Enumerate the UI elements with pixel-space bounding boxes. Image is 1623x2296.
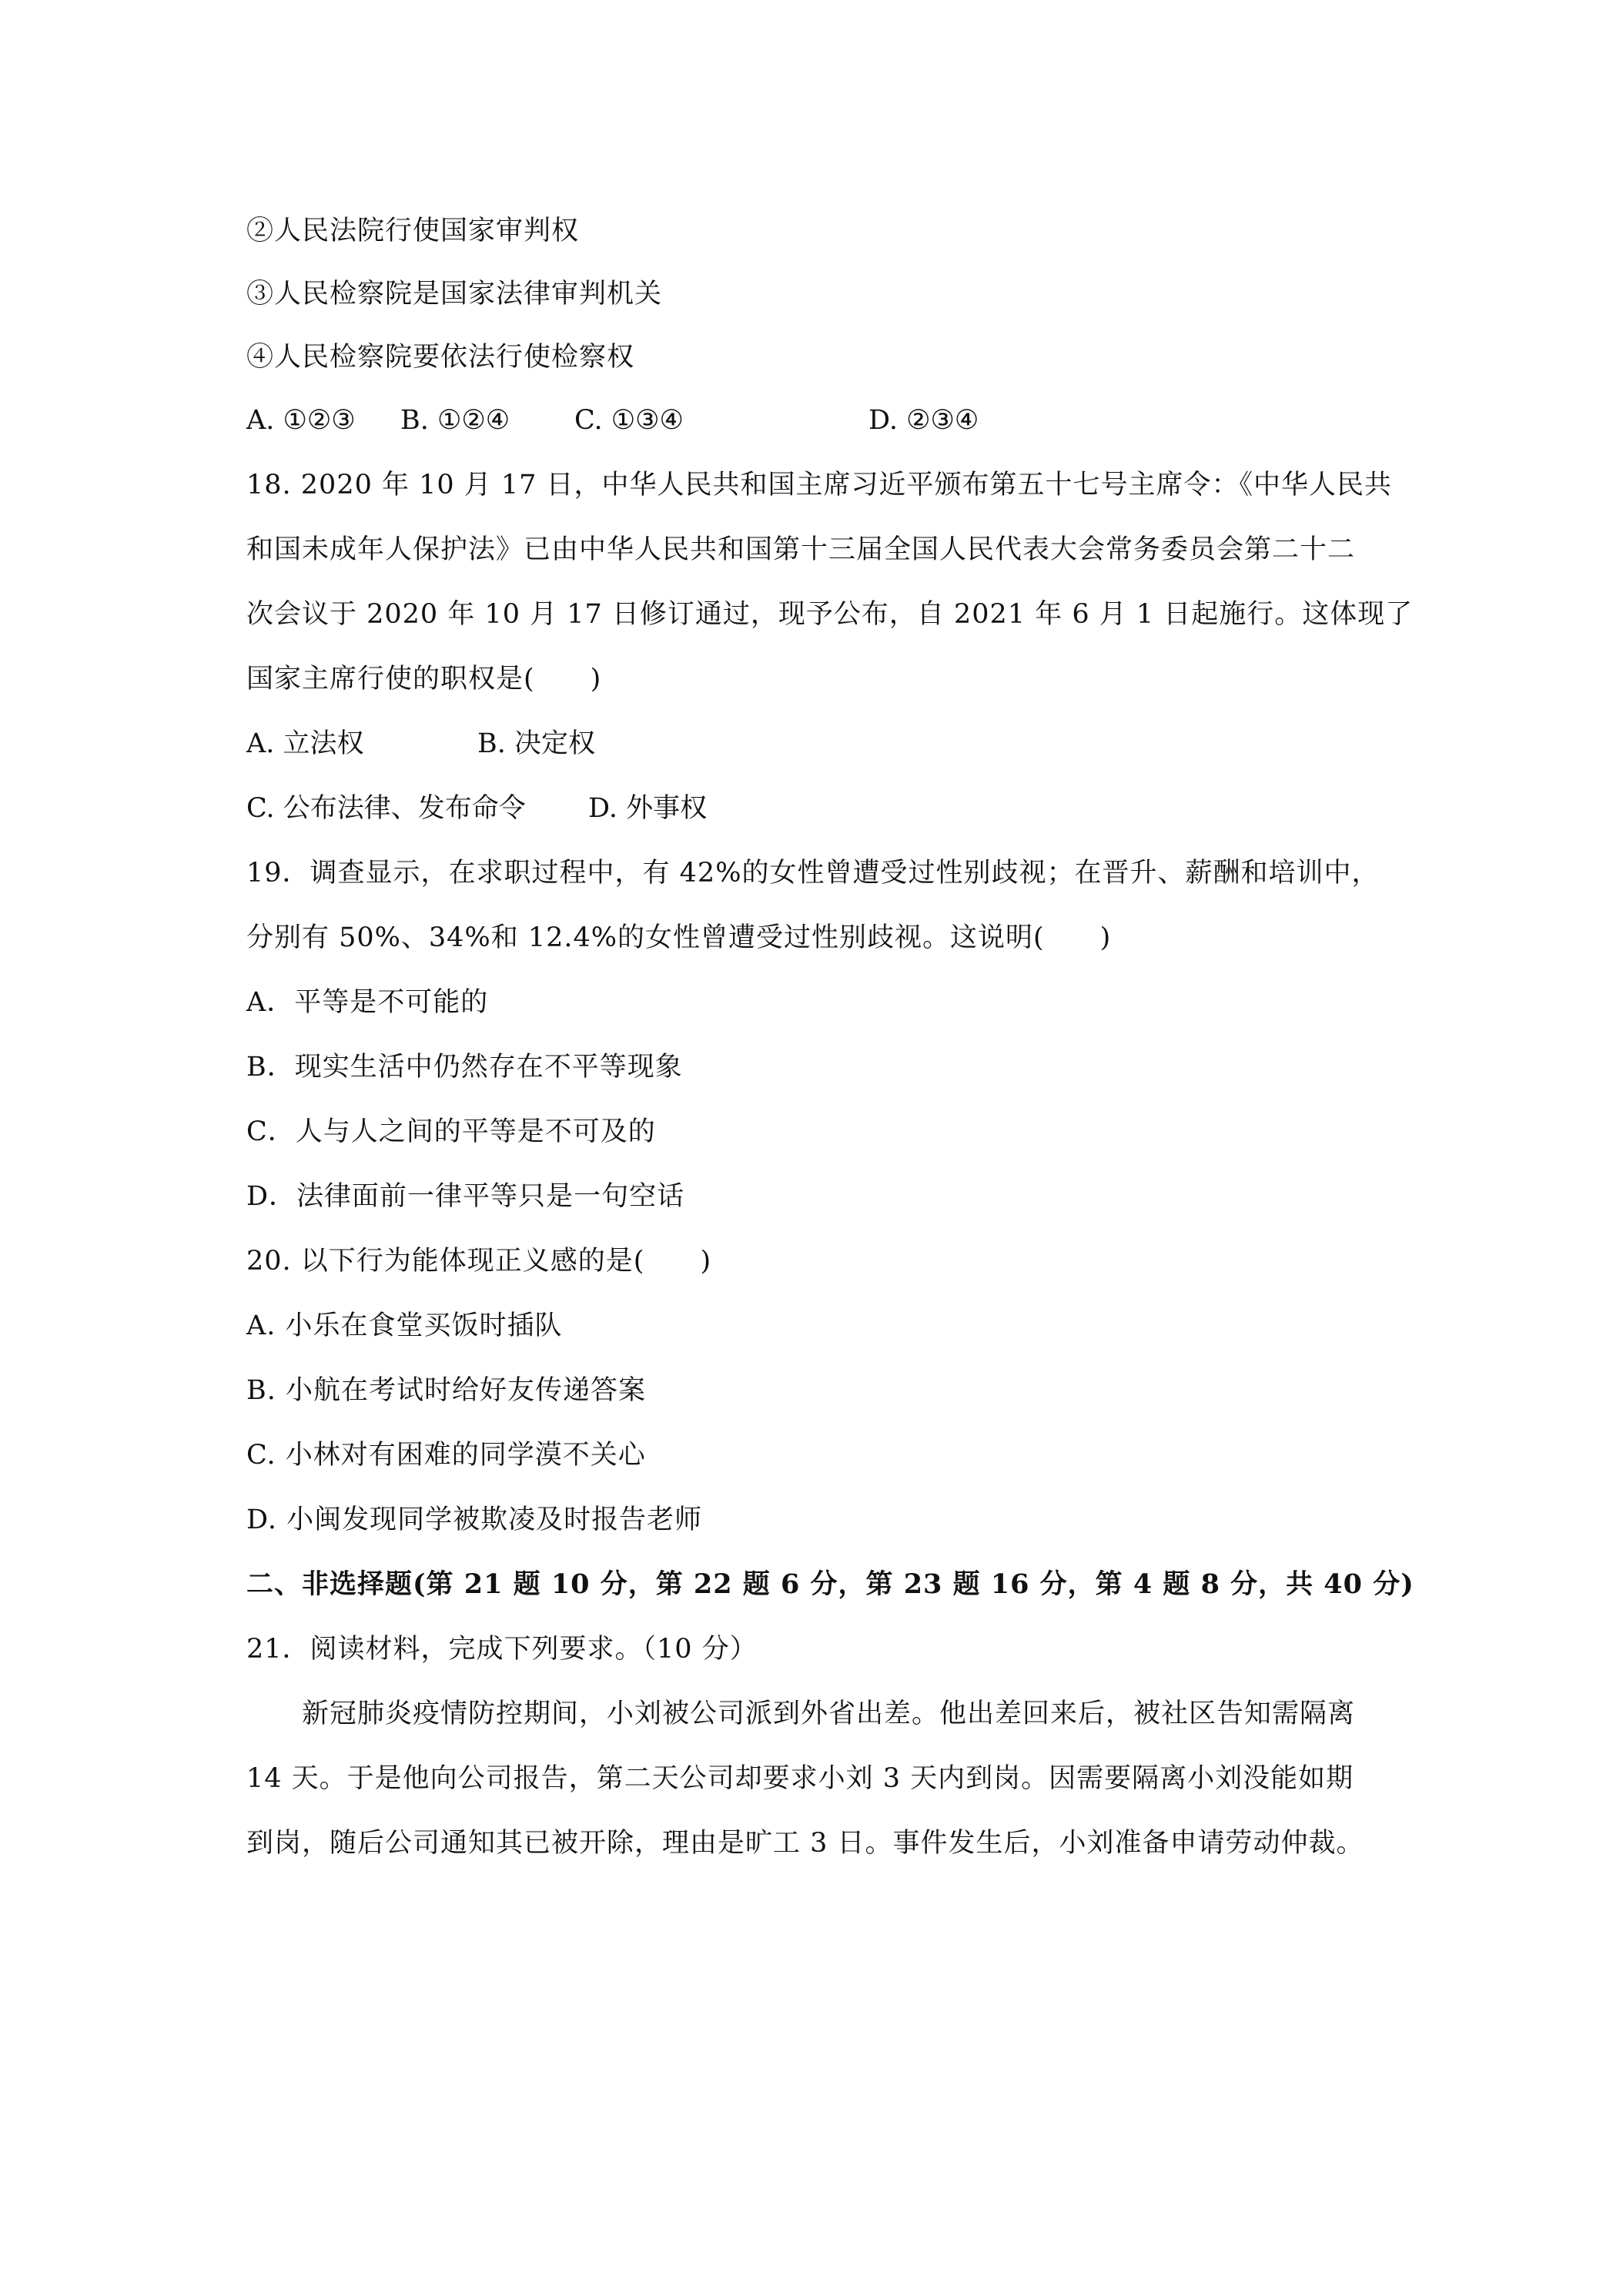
q19-line-1: 19．调查显示，在求职过程中，有 42%的女性曾遭受过性别歧视；在晋升、薪酬和培训中， (246, 858, 1380, 889)
q17-option-c: C. ①③④ (574, 405, 684, 436)
q20-option-a: A. 小乐在食堂买饭时插队 (246, 1310, 563, 1341)
q17-option-b: B. ①②④ (400, 405, 510, 436)
q20-line-1: 20. 以下行为能体现正义感的是( ) (246, 1246, 712, 1277)
q19-option-b: B．现实生活中仍然存在不平等现象 (246, 1052, 683, 1083)
q19-option-c: C．人与人之间的平等是不可及的 (246, 1116, 656, 1147)
q21-paragraph-line-2: 14 天。于是他向公司报告，第二天公司却要求小刘 3 天内到岗。因需要隔离小刘没能如期 (246, 1763, 1354, 1794)
q18-line-2: 和国未成年人保护法》已由中华人民共和国第十三届全国人民代表大会常务委员会第二十二 (246, 534, 1356, 565)
q19-option-a: A．平等是不可能的 (246, 987, 489, 1018)
q21-paragraph-line-3: 到岗，随后公司通知其已被开除，理由是旷工 3 日。事件发生后，小刘准备申请劳动仲裁。 (246, 1828, 1364, 1859)
q18-line-4: 国家主席行使的职权是( ) (246, 664, 602, 694)
q21-paragraph-line-1: 新冠肺炎疫情防控期间，小刘被公司派到外省出差。他出差回来后，被社区告知需隔离 (302, 1699, 1356, 1729)
q18-option-d: D. 外事权 (588, 793, 708, 824)
q19-option-d: D．法律面前一律平等只是一句空话 (246, 1181, 685, 1212)
q21-line-1: 21．阅读材料，完成下列要求。（10 分） (246, 1634, 758, 1665)
q20-option-c: C. 小林对有困难的同学漠不关心 (246, 1440, 646, 1471)
q18-line-1: 18. 2020 年 10 月 17 日，中华人民共和国主席习近平颁布第五十七号主席令：《中华人民共 (246, 470, 1393, 500)
q17-item-4: ④人民检察院要依法行使检察权 (246, 342, 635, 373)
q18-option-b: B. 决定权 (477, 728, 595, 759)
q17-item-2: ②人民法院行使国家审判权 (246, 216, 580, 246)
q18-option-a: A. 立法权 (246, 728, 364, 759)
section-2-heading: 二、非选择题(第 21 题 10 分，第 22 题 6 分，第 23 题 16 分，第 4 题 8 分，共 40 分) (246, 1568, 1414, 1600)
q19-line-2: 分别有 50%、34%和 12.4%的女性曾遭受过性别歧视。这说明( ) (246, 922, 1112, 953)
q17-option-a: A. ①②③ (246, 405, 356, 436)
q20-option-d: D. 小闽发现同学被欺凌及时报告老师 (246, 1504, 703, 1535)
q17-item-3: ③人民检察院是国家法律审判机关 (246, 279, 663, 310)
q18-line-3: 次会议于 2020 年 10 月 17 日修订通过，现予公布，自 2021 年 6 月 1 日起施行。这体现了 (246, 599, 1414, 630)
q18-option-c: C. 公布法律、发布命令 (246, 793, 526, 824)
q20-option-b: B. 小航在考试时给好友传递答案 (246, 1375, 646, 1406)
q17-option-d: D. ②③④ (868, 405, 979, 436)
